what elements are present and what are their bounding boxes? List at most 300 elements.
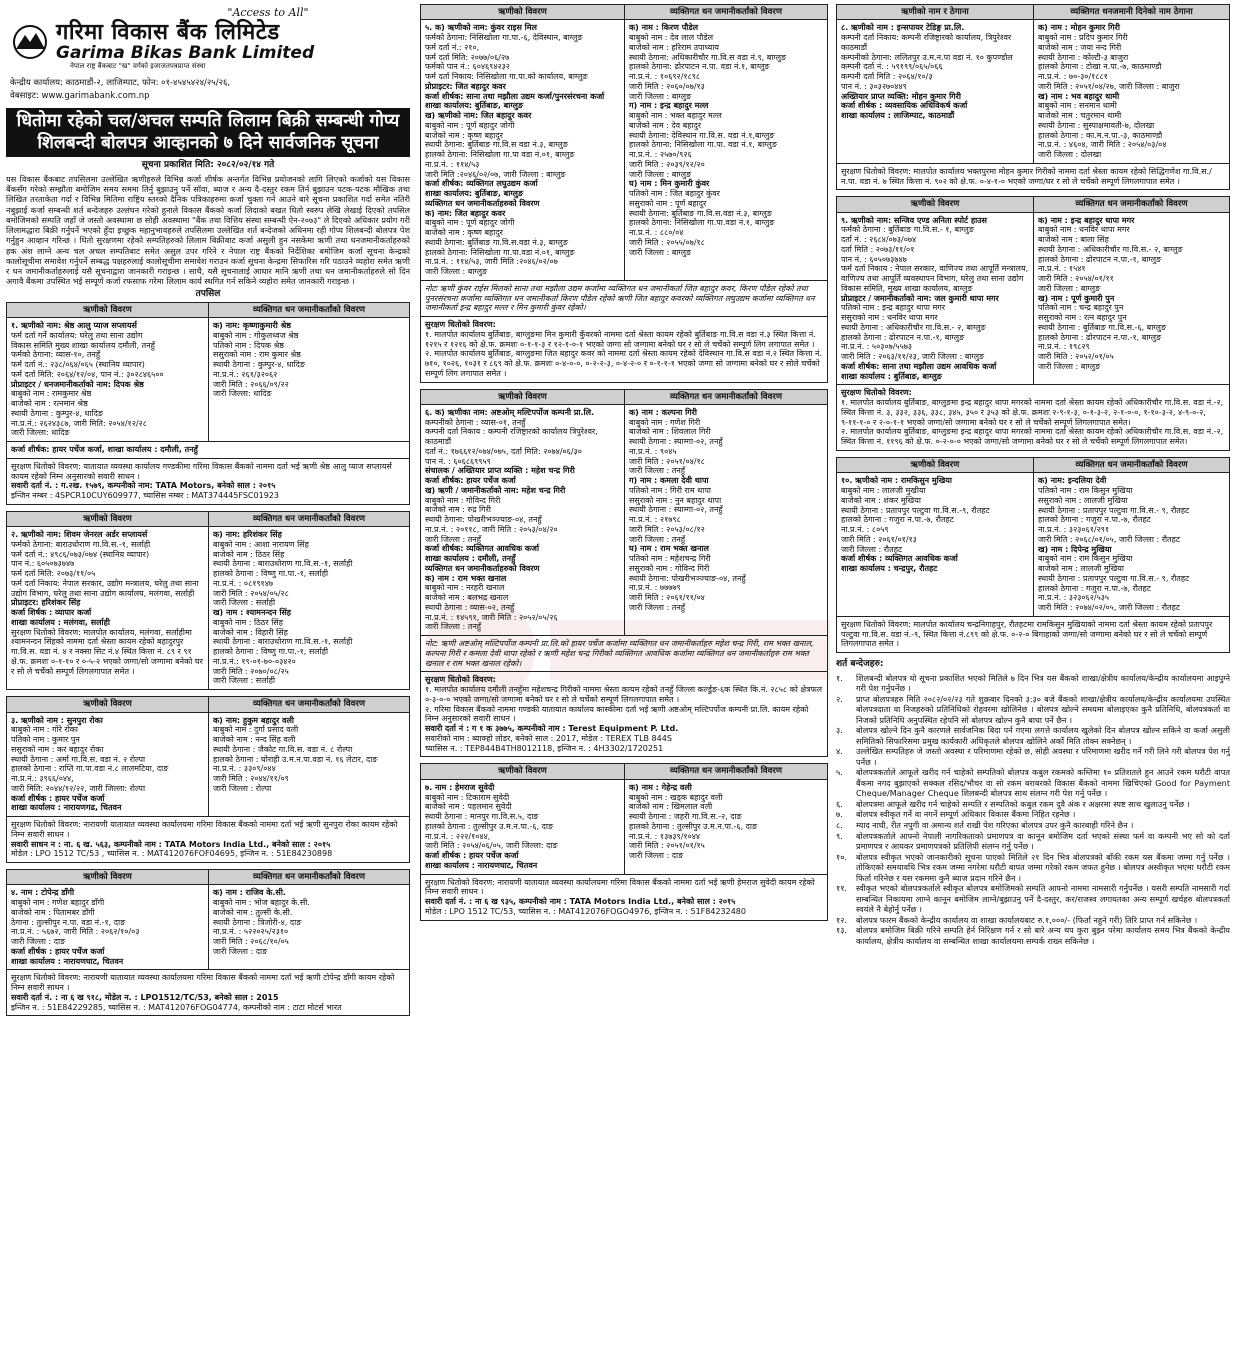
guarantor-line: बाजेको नाम : लालजी मुखिया — [1038, 564, 1124, 574]
borrower-line: शाखा कार्यालय : नारायणघाट, चितवन — [425, 860, 538, 870]
condition-text: उल्लेखित सम्पतिहरु जे जस्तो अवस्था र परिमाणमा रहेको छ, सोही अवस्था र परिमाणमा खरीद गर्ने गरी लिने गरी बोलपत्र पेश गर्नु पर्नेछ । — [856, 746, 1230, 767]
borrower-line: फर्म दर्ता नं.: २३८/०६४/०६५ (स्थानिय व्यापार) — [11, 360, 145, 370]
guarantor-line: स्थायी ठेगाना: अधिकारीचौर गा.वि.स वडा नं.९, बाग्लुङ — [629, 52, 787, 62]
guarantor-line: ना.प्र.नं.: १९-०१-७०-०३४२० — [213, 656, 296, 666]
condition-text: बोलपत्र स्वीकृत गर्ने वा नगर्ने सम्पूर्ण अधिकार विकास बैंकमा निहित रहनेछ । — [856, 809, 1076, 820]
guarantor-line: जारी जिल्ला : बाग्लुङ — [1038, 283, 1101, 293]
guarantor-line: हालको ठेगाना : विष्णु गा.पा.-१, सर्लाही — [213, 569, 329, 579]
conditions-section — [836, 659, 1230, 946]
column-header: ऋणीको विवरण — [7, 870, 208, 885]
borrower-line: कम्पनीको ठेगाना: ललितपुर उ.म.न.पा वडा नं. १० कुपण्डोल — [841, 52, 1013, 62]
borrower-line: ठेगाना : तुल्सीपुर न.पा. वडा नं.-१, दाङ — [11, 917, 126, 927]
borrower-line: जारी मिति :२०४६/०२/०७, जारी जिल्ला : बाग्लुङ — [425, 169, 566, 179]
borrower-line: ३. ऋणीको नाम : सुनपुरा रोका — [11, 715, 103, 725]
guarantor-line: स्थायी ठेगाना: पोखरीभञ्ज्याङ-०४, तनहुँ — [629, 573, 746, 583]
borrower-line: स्थायी ठेगाना : अर्मा गा.वि.स. वडा नं. २ रोल्पा — [11, 754, 146, 764]
guarantor-line: बाजेको नाम : नन्द सिंह वली — [213, 735, 296, 745]
borrower-line: ना.प्र.नं. : ५६७२, जारी मिति : २०६२/१०/०३ — [11, 927, 140, 937]
guarantor-line: जारी जिल्ला : सर्लाही — [213, 676, 276, 686]
guarantor-line: ना.प्र.नं. : १०६९२/१८९८ — [629, 72, 701, 82]
column-header: ऋणीको विवरण — [421, 390, 624, 405]
borrower-box — [420, 389, 828, 758]
borrower-line: क) नाम: जित बहादुर कवर — [425, 208, 506, 218]
guarantor-line: जारी जिल्ला : तनहुँ — [629, 534, 686, 544]
borrower-line: कर्जा शिर्षक : व्यापार कर्जा — [11, 608, 92, 618]
borrower-line: जारी मिति: २०४४/१२/२२, जारी जिल्ला: रोल्पा — [11, 783, 146, 793]
guarantor-line: क) नाम: कृष्णाकुमारी श्रेष्ठ — [213, 321, 291, 331]
condition-item — [836, 820, 1230, 831]
guarantor-line: स्थायी ठेगाना : बुर्तिबाङ गा.वि.स.-६, बाग्लुङ — [1038, 322, 1167, 332]
borrower-line: बाजेको नाम : रत्नमान श्रेष्ठ — [11, 399, 88, 409]
borrower-line: कर्जा शीर्षक: हायर पर्चेज कर्जा — [425, 476, 516, 486]
guarantor-line: पतिको नाम : गिरी राम थापा — [629, 485, 711, 495]
column-header: व्यक्तिगत धनजमानी दिनेको नाम ठेगाना — [1033, 5, 1229, 20]
borrower-line: ख) ऋणी / जमानीकर्ताको नाम: महेश चन्द्र गिरी — [425, 485, 566, 495]
borrower-line: बाबुको नाम : टिकाराम सुवेदी — [425, 792, 510, 802]
headline: धितोमा रहेको चल/अचल सम्पति लिलाम बिक्री सम्बन्धी गोप्य शिलबन्दी बोलपत्र आव्हानको ७ दिने सार्वजनिक सूचना — [6, 108, 410, 157]
guarantor-line: बाजेको नाम : बाला सिंह — [1038, 235, 1109, 245]
guarantor-line: जारी जिल्ला : तनहुँ — [629, 602, 686, 612]
guarantor-line: हालको ठेगाना : ढोरपाटन न.पा.-१, बाग्लुङ — [1038, 254, 1162, 264]
condition-item — [836, 767, 1230, 799]
guarantor-line: ख) नाम : पूर्ण कुमारी पुन — [1038, 293, 1115, 303]
guarantor-line: स्थायी ठेगाना: बुर्तिबाङ गा.वि.स.वडा नं.३, बाग्लुङ — [629, 208, 772, 218]
note-section — [421, 280, 827, 316]
condition-text: बोलपत्रमा आफूले खरीद गर्न चाहेको सम्पति र सम्पतिको कबुल रकम दुवै अंक र अक्षरमा स्पष्ट साथ खुलाउनु पर्नेछ । — [856, 798, 1190, 809]
guarantor-line: बाबुको नाम : राम किसुन मुखिया — [1038, 554, 1133, 564]
borrower-line: कर्जा शीर्षक: साना तथा मझौला उद्यम आवधिक कर्जा — [841, 361, 997, 371]
guarantor-line: ना.प्र.नं. : ३२३०६१/२९१ — [1038, 525, 1110, 535]
guarantor-line: क) नाम : कल्पना गिरी — [629, 407, 697, 417]
borrower-line: फर्म दर्ता नं.: २१०, — [425, 42, 480, 52]
borrower-line: विकास समिति मुख्य शाखा कार्यालय दमौली, तनहुँ — [11, 340, 155, 350]
guarantor-line: ससुराको नाम : राम कुमार श्रेष्ठ — [213, 350, 301, 360]
condition-number: ४. — [836, 746, 843, 757]
security-line: इन्जिन नम्बर : 4SPCR10CUY609977, च्यासिस नम्बर : MAT374445FSC01923 — [11, 491, 279, 501]
condition-item — [836, 725, 1230, 746]
security-section — [837, 616, 1229, 652]
borrower-details — [421, 405, 624, 635]
security-line: २. मालपोत कार्यालय बुर्तिबाङ, बाग्लुङमा जित बहादुर कवर को नाममा दर्ता श्रेस्ता कायम रहेको देविस्थान गा.वि.स वडा नं.२ स्थित कित्ता नं. ७१०, १०२६, १०३१ र ८६९ को क्षे.फ. क्रमशः ०-४-०-०, ०-२-२-३, ०-४-२-० र ०-१-१-१ भएको जग्गा सो जग्गामा बनेको घर र सोले चर्चेको सम्पूर्ण लिग लगापात समेत । — [425, 349, 825, 378]
borrower-line: फर्म दर्ता गर्ने कार्यालय: घरेलु तथा साना उद्योग — [11, 330, 143, 340]
borrower-line: फर्म दर्ता मिति: २०७७/०६/२७ — [425, 52, 510, 62]
guarantor-line: बाबुको नाम : भोज बहादुर के.सी. — [213, 898, 310, 908]
borrower-line: जारी मिति : २०६३/११/२३, जारी जिल्ला : बाग्लुङ — [841, 352, 985, 362]
column-header: व्यक्तिगत धन जमानीकर्तांको विवरण — [1033, 458, 1229, 473]
guarantor-line: ना.प्र.नं. : ५२२०२५/२३१० — [213, 927, 289, 937]
guarantor-line: हालको ठेगाना: ढोरपाटन न.पा. वडा नं.१, बाग्लुङ — [629, 62, 770, 72]
guarantor-line: जारी मिति : २०६८/१०/०५ — [213, 937, 289, 947]
guarantor-line: क) नाम: हुकुम बहादुर वली — [213, 715, 294, 725]
guarantor-line: ग) नाम : इन्द्र बहादुर मल्ल — [629, 101, 709, 111]
security-line: सुरक्षण धितोको विवरण: नारायणी यातायात व्यवस्था कार्यालयमा गरिमा विकास बैंकको नाममा दर्ता भई ऋणी हेमराज सुवेदी कायम रहेको निम्न सवारी साधन । — [425, 877, 818, 897]
borrower-line: दर्ता नं. : २६८४/०७३/०७४ — [841, 235, 917, 245]
security-line: मोडेल : LPO 1512 TC/53, च्यासिस न. : MAT412076FOGO4976, इन्जिन न. : 51F84232480 — [425, 906, 746, 916]
bank-name-nepali: गरिमा विकास बैंक लिमिटेड — [56, 20, 280, 46]
borrower-line: प्रोप्राइटर: जित बहादुर कवर — [425, 81, 506, 91]
borrower-line: कर्जा शीर्षक : व्यक्तिगत आवधिक कर्जा — [841, 554, 958, 564]
borrower-line: फर्म दर्ता नं.: ४९८६/०७३/०७४ (स्थानिय व्यापार) — [11, 549, 150, 559]
borrower-line: बाजेको नाम : रुद्र गिरी — [425, 505, 491, 515]
guarantor-line: जारी मिति : २०५२/०१/०५ — [1038, 352, 1114, 362]
borrower-line: शाखा कार्यालय : नारायणघाट, चितवन — [11, 956, 124, 966]
security-line: सुरक्षण धितोको विवरण: नारायणी यातायात व्यवस्था कार्यालयमा गरिमा विकास बैंकको नाममा दर्ता भई ऋणी सुनपुरा रोका कायम रहेको निम्न सवारी साधन । — [11, 820, 401, 839]
borrower-line: ना.प्र.नं. : ११४/५३, जारी मिति :२०४६/०२/०७ — [425, 257, 558, 267]
borrower-line: बाबुको नाम : नरहरी खनाल — [425, 583, 505, 593]
borrower-line: हालको ठेगाना : राप्ति गा.पा.वडा नं.८ लालमटिया, दाङ — [11, 764, 169, 774]
guarantor-line: ना.प्र.नं. : ३२३०६२/५३५ — [1038, 593, 1110, 603]
security-line: १. मालपोत कार्यालय बुर्तिबाङ, बाग्लुङमा इन्द्र बहादुर थापा मगरको नाममा दर्ता श्रेस्ता कायम रहेको अधिकारीचौर गा.वि.स. वडा नं.-२, स्थित कित्ता नं. ३, ३३२, ३३६, ३३८, ३४५, ३५० र ३५३ को क्षे.फ. क्रमशः २-९-१-३, ०-१-३-२, २-१-०-०, १-१०-३-२, ४-९-०-२, ९-११-१-० र २-०-१-१ भएको जग्गा/सो जग्गामा बनेको घर र सो ले चर्चेको सम्पूर्ण लिगलगापात समेत। — [841, 398, 1226, 427]
borrower-box — [6, 869, 410, 1016]
borrower-box — [836, 4, 1230, 190]
guarantor-line: जारी मिति : २०६१/११/०४ — [629, 593, 705, 603]
borrower-details — [837, 473, 1033, 616]
guarantor-line: ना.प्र.नं.: २६१/३२०६२ — [213, 369, 278, 379]
guarantor-line: ग) नाम : कमला देवी थापा — [629, 476, 709, 486]
borrower-line: कर्जा शीर्षक : हायर पर्चेज कर्जा — [425, 851, 519, 861]
column-header: व्यक्तिगत धन जमानीकर्तांको विवरण — [208, 512, 409, 527]
borrower-box — [6, 696, 410, 863]
borrower-line: हालको ठेगाना : गजुरा न.पा.-७, रौतहट — [841, 515, 954, 525]
condition-number: १२. — [836, 914, 847, 925]
guarantor-line: क) नाम: हरिशंकर सिंह — [213, 530, 282, 540]
condition-item — [836, 925, 1230, 946]
borrower-line: बाजेको नाम : बलभद्र खनाल — [425, 593, 509, 603]
guarantor-line: क) नाम: इन्दलिया देवी — [1038, 476, 1107, 486]
security-line: सुरक्षण धितोको विवरण: नारायणी यातायात व्यवस्था कार्यालयमा गरिमा विकास बैंकको नाममा दर्ता भई ऋणी टोपेन्द्र डाँगी कायम रहेको निम्न सवारी साधन । — [11, 973, 398, 993]
guarantor-details — [1033, 20, 1229, 163]
guarantor-line: हालको ठेगाना: निसिखोला गा.पा. वडा नं.१, बाग्लुङ — [629, 140, 777, 150]
guarantor-line: ससुराको नाम : नुन बहादुर थापा — [629, 495, 722, 505]
guarantor-details — [624, 20, 827, 280]
borrower-line: फर्मको ठेगाना: निसिखोला गा.पा.-६, देविस्थान, बाग्लुङ — [425, 33, 583, 43]
guarantor-line: ना.प्र.नं. : २५७०/९२६ — [629, 150, 692, 160]
guarantor-line: बाबुको नाम : आशा नारायण सिंह — [213, 539, 309, 549]
security-line: सवारी साधन न : ना. ६ ख. ५६३, कम्पनीको नाम : TATA Motors India Ltd., बनेको साल : २०१५ — [11, 839, 331, 849]
borrower-line: प्रोप्राइटर / धनजमानीकर्ताको नाम: दिपक श्रेष्ठ — [11, 379, 144, 389]
column-header: ऋणीको नाम र ठेगाना — [837, 5, 1033, 20]
borrower-line: स्थायी ठेगाना : अधिकारीचौर गा.वि.स.- २, बाग्लुङ — [841, 322, 986, 332]
borrower-details — [421, 780, 624, 874]
guarantor-line: ना.प्र.नं. : ३३०९/०४४ — [213, 764, 276, 774]
borrower-line: जारी मिति : २०५४/०६/०५, जारी जिल्ला: दाङ — [425, 841, 558, 851]
tagline: "Access to All" — [227, 6, 309, 19]
borrower-line: पतिको नाम : कुमार पुन — [11, 735, 80, 745]
security-section — [7, 816, 409, 862]
borrower-box — [836, 457, 1230, 653]
security-line: सवारी दर्ता नं : ग १ क ३७७५, कम्पनीको नाम : Terest Equipment P. Ltd. — [425, 724, 679, 734]
guarantor-line: स्थायी ठेगाना : कोल्टी-३ बाजुरा — [1038, 52, 1129, 62]
guarantor-line: जारी जिल्ला : सर्लाही — [213, 598, 276, 608]
security-section — [421, 671, 827, 756]
guarantor-line: बाबुको नाम : सनमान थामी — [1038, 101, 1117, 111]
guarantor-details — [624, 405, 827, 635]
borrower-line: प्रोप्राइटर: हरिशंकर सिंह — [11, 598, 81, 608]
bank-name-english: Garima Bikas Bank Limited — [56, 42, 315, 63]
borrower-line: हालको ठेगाना: निसिखोला गा.पा वडा नं.०१, बाग्लुङ — [425, 150, 575, 160]
guarantor-line: हालको ठेगाना: निसिखोला गा.पा.वडा नं.१, बाग्लुङ — [629, 218, 775, 228]
guarantor-line: स्थायी ठेगाना : त्रिजोरी-४, दाङ — [213, 917, 302, 927]
guarantor-line: बाजेको नाम : खिमलाल वली — [629, 802, 713, 812]
guarantor-line: घ) नाम : राम भक्त खनाल — [629, 544, 709, 554]
guarantor-line: बाजेको नाम : तुल्सी के.सी. — [213, 907, 293, 917]
guarantor-line: बाबुको नाम : भक्त बहादुर मल्ल — [629, 111, 722, 121]
borrower-line: ना.प्र.नं. : ५०३०७/५५७३ — [841, 342, 913, 352]
guarantor-line: बाजेको नाम : विहारी सिंह — [213, 627, 288, 637]
borrower-box — [6, 511, 410, 690]
guarantor-line: बाबुको नाम : गोकुलध्वज श्रेष्ठ — [213, 330, 299, 340]
guarantor-line: ना.प्र.नं. : २१७९८ — [629, 515, 681, 525]
security-section — [421, 874, 827, 920]
condition-text: बोलपत्र खोल्ने दिन कुनै कारणले सार्वजनिक बिदा पर्न गएमा लगत्ते कार्यालय खुलेको दिन बोलपत्र खोल्न सकिने वा कर्जा असुली समितिको सिफारिसमा प्रमुख कार्यकारी अधिकृतले बोलपत्र खोलिने अर्को मिति तोक्न सक्नेछन् । — [856, 725, 1230, 746]
guarantor-line: पतिको नाम : दिपक श्रेष्ठ — [213, 340, 284, 350]
guarantor-line: जारी मिति : २०५१/०४/२७, जारी जिल्ला : बाजुरा — [1038, 81, 1180, 91]
borrower-details — [837, 213, 1033, 385]
borrower-details — [7, 713, 208, 817]
guarantor-line: बाबुको नाम : गणेश गिरी — [629, 417, 701, 427]
guarantor-line: ना.प्र.नं. : ०८१९१४७ — [213, 578, 274, 588]
column-middle — [420, 4, 828, 927]
borrower-line: जारी जिल्ला : रौतहट — [841, 544, 902, 554]
guarantor-line: जारी मिति : २०५५/०७/१८ — [629, 237, 705, 247]
guarantor-line: स्थायी ठेगाना : प्रतापपुर पल्टुवा गा.वि.स.- ९, रौतहट — [1038, 573, 1190, 583]
condition-item — [836, 831, 1230, 852]
guarantor-line: जारी मिति : २०४४/११/०९ — [213, 774, 289, 784]
borrower-line: जारी जिल्ला : तनहुँ — [425, 622, 482, 632]
guarantor-line: जारी जिल्ला : बाग्लुङ — [629, 247, 692, 257]
guarantor-line: क) नाम : किरण पौडेल — [629, 23, 699, 33]
guarantor-line: ना.प्र.नं. : १९८२९ — [1038, 342, 1090, 352]
borrower-line: स्थायी ठेगाना: पोखरीभञ्ज्याङ-०४, तनहुँ — [425, 515, 542, 525]
guarantor-line: पतिको नाम : राम किसुन मुखिया — [1038, 486, 1133, 496]
security-line: च्यासिस न. : TEP844B4TH8012118, इन्जिन न. : 4H3302/1720251 — [425, 743, 664, 753]
borrower-line: क) नाम : राम भक्त खनाल — [425, 573, 507, 583]
column-header: व्यक्तिगत धन जमानीकर्तांको विवरण — [208, 870, 409, 885]
borrower-line: जारी जिल्ला : बाग्लुङ — [425, 267, 488, 277]
borrower-line: जारी मिति : २०६१/०१/१३ — [841, 534, 917, 544]
borrower-line: व्यक्तिगत धन जमानीकर्ताहरुको विवरण — [425, 563, 540, 573]
column-header: व्यक्तिगत धन जमानीकर्तांको विवरण — [208, 697, 409, 712]
borrower-line: १. ऋणीको नाम: श्रेष्ठ आलु प्याज सप्लायर्स — [11, 321, 137, 331]
security-line: मोडेल : LPO 1512 TC/53 , च्यासिस न. : MAT412076FOF04695, इन्जिन न. : 51E84230898 — [11, 849, 333, 859]
guarantor-line: जारी मिति : २०६६/०९/२२ — [213, 379, 289, 389]
borrower-line: बाबुको नाम : गोविन्द गिरी — [425, 495, 501, 505]
borrower-line: पतिको नाम : इन्द्र बहादुर थापा मगर — [841, 303, 946, 313]
borrower-line: २. ऋणीको नाम: शिवम जेनरल अर्डर सप्लायर्स — [11, 530, 148, 540]
borrower-box — [836, 196, 1230, 451]
condition-text: बोलपत्र फारम बैंकको केन्द्रीय कार्यालय वा शाखा कार्यालयबाट रु.१,०००/- (फिर्ता नहुने गरी) तिरि प्राप्त गर्न सकिनेछ । — [856, 914, 1198, 925]
column-header: ऋणीको विवरण — [837, 458, 1033, 473]
column-header: ऋणीको विवरण — [421, 5, 624, 20]
borrower-line: बाबुको नाम : गणेश बहादुर डाँगी — [11, 898, 105, 908]
borrower-line: स्थायी ठेगाना : व्यास-०२, तनहुँ — [425, 602, 515, 612]
guarantor-line: क) नाम : गेहेन्द्र वली — [629, 782, 692, 792]
borrower-line: फर्मको पान नं.: ६०४६९४२३२ — [425, 62, 510, 72]
borrower-line: जारी जिल्ला : तनहुँ — [425, 534, 482, 544]
borrower-line: बाजेको नाम : शंकर मुखिया — [841, 495, 921, 505]
guarantor-line: हालको ठेगाना : टोखा न.पा.-७, काठमाण्डौ — [1038, 62, 1162, 72]
condition-number: ८. — [836, 819, 843, 830]
guarantor-line: बाबुको नाम : प्रदिप कुमार गिरी — [1038, 33, 1128, 43]
guarantor-line: बाजेको नाम : चतुरमान थामी — [1038, 111, 1122, 121]
guarantor-line: ना.प्र.नं. : ४६०४, जारी मिति : २०५४/०३/०४ — [1038, 140, 1167, 150]
guarantor-line: स्थायी ठेगाना : जैकोट गा.वि.स. वडा नं. ८ रोल्पा — [213, 744, 353, 754]
guarantor-line: ना.प्र.नं. : ७७७७९ — [629, 583, 681, 593]
security-line: सवारी दर्ता नं. : ग.२ख. १५७९, कम्पनीको नाम: TATA Motors, बनेको साल : २०१५ — [11, 481, 276, 491]
condition-number: २. — [836, 693, 843, 704]
borrower-line: कम्पनी दर्ता निकाय: कम्पनी रजिष्ट्रारको कार्यालय, त्रिपुरेश्वर काठमाडौं — [841, 33, 1014, 52]
condition-number: १०. — [836, 851, 847, 862]
guarantor-line: हालको ठेगाना : का.म.न.पा.-३, काठमाण्डौ — [1038, 130, 1163, 140]
column-header: ऋणीको विवरण — [7, 697, 208, 712]
guarantor-line: क) नाम : मोहन कुमार गिरी — [1038, 23, 1120, 33]
security-line: सवारीको नाम : ब्याक्हो लोडर, बनेको साल : 2017, मोडेल : TEREX TLB 844S — [425, 733, 672, 743]
borrower-line: बाजेको नाम : कृष्ण बहादुर — [425, 130, 503, 140]
security-line: सुरक्षण धितोको विवरण: — [425, 320, 496, 330]
borrower-line: कर्जा शीर्षक : व्यवसायिक अधिविकर्ष कर्जा — [841, 101, 968, 111]
borrower-line: शाखा कार्यालय : दमौली, तनहुँ — [425, 554, 516, 564]
guarantor-line: जारी जिल्ला : दोलखा — [1038, 150, 1102, 160]
borrower-line: ससुराको नाम : कर बहादुर रोका — [11, 744, 104, 754]
guarantor-line: जारी जिल्ला : दाङ — [629, 851, 684, 861]
borrower-line: ७. नाम : हेमराज सुवेदी — [425, 782, 495, 792]
guarantor-line: हालको ठेगाना : ढोरपाटन न.पा.-१, बाग्लुङ — [1038, 332, 1162, 342]
guarantor-line: बाजेको नाम : जया नन्द गिरी — [1038, 42, 1122, 52]
conditions-title: शर्त बन्देजहरु: — [836, 659, 884, 670]
borrower-details — [7, 318, 208, 441]
borrower-line: हालको ठेगाना : ढोरपाटन न.पा.-१, बाग्लुङ — [841, 332, 965, 342]
borrower-line: पान नं. : ३०३२७०४४९ — [841, 81, 907, 91]
guarantor-details — [1033, 213, 1229, 385]
guarantor-line: जारी मिति : २०६८/०१/०५, जारी जिल्ला : रौतहट — [1038, 534, 1180, 544]
condition-item — [836, 809, 1230, 820]
guarantor-details — [208, 713, 409, 817]
borrower-line: स्थायी ठेगाना: बुर्तिबाङ गा.वि.स.वडा नं.३, बाग्लुङ — [425, 237, 568, 247]
borrower-line: दर्ता मिति : २०७३/११/०१ — [841, 244, 915, 254]
borrower-line: ना.प्र.नं. : २०११८, जारी मिति : २०५३/०४/२० — [425, 524, 558, 534]
guarantor-line: जारी मिति : २०६०/०७/१३ — [629, 81, 705, 91]
guarantor-details — [208, 318, 409, 441]
guarantor-line: जारी मिति : २०५४/०१/११ — [1038, 274, 1114, 284]
borrower-line: कम्पनी दर्ता नं. : ५९१९९/०६५/०६६ — [841, 62, 943, 72]
borrower-line: फर्म दर्ता निकाय: निसिखोला गा.पा.को कार्यालय, बाग्लुङ — [425, 72, 588, 82]
borrower-line: ५. क) ऋणीको नाम: कुंवर राइस मिल — [425, 23, 537, 33]
guarantor-line: घ) नाम : मिन कुमारी कुंवर — [629, 179, 710, 189]
guarantor-line: क) नाम : इन्द्र बहादुर थापा मगर — [1038, 215, 1135, 225]
borrower-line: ना.प्र.नं. : ८०५९ — [841, 525, 889, 535]
borrower-line: शाखा कार्यालय : नारायणगढ, चितवन — [11, 803, 122, 813]
security-line: सुरक्षण धितोको विवरण: मालपोत कार्यालय भक्तपुरमा मोहन कुमार गिरीको नाममा दर्ता श्रेस्ता कायम रहेको सिद्धिगणेश गा.वि.स./न.पा. वडा नं. ७ स्थित कित्ता नं. ९०२ को क्षे.फ. ०-४-१-० भएको जग्गा/घर र सो ले चर्चेको सम्पूर्ण लिगलगापात समेत । — [841, 166, 1212, 186]
borrower-line: फर्म दर्ता मिति: २०७३/११/०५ — [11, 569, 96, 579]
column-header: व्यक्तिगत धन जमानीकर्तांको विवरण — [624, 5, 827, 20]
guarantor-line: जारी जिल्ला : बाग्लुङ — [629, 169, 692, 179]
security-line: २. मालपोत कार्यालय बुर्तिबाङ, बाग्लुङमा इन्द्र बहादुर थापा मगरको नाममा दर्ता श्रेस्ता कायम रहेको अधिकारीचौर गा.वि.स. वडा नं.-२, स्थित कित्ता नं. ११९६ को क्षे.फ. ०-२-०-० भएको जग्गा/सो जग्गामा बनेको घर र सो ले चर्चेको सम्पूर्ण लिगलगापात समेत। — [841, 427, 1226, 447]
guarantor-line: ख) नाम : दिपेन्द्र मुखिया — [1038, 544, 1112, 554]
borrower-line: स्थायी ठेगाना : कुम्पुर-४, धादिङ — [11, 408, 103, 418]
full-line: कर्जा शीर्षक: हायर पर्चेज कर्जा, शाखा कार्यालय : दमौली, तनहुँ — [11, 445, 198, 455]
guarantor-line: ससुराको नाम : पूर्ण बहादुर — [629, 198, 707, 208]
column-header: व्यक्तिगत धन जमानीकर्तांको विवरण — [1033, 197, 1229, 212]
borrower-line: जारी जिल्ला: धादिङ — [11, 428, 70, 438]
guarantor-line: जारी जिल्ला : बाग्लुङ — [629, 91, 692, 101]
guarantor-line: जारी मिति : २०५१/०४/१८ — [629, 456, 705, 466]
guarantor-line: स्थायी ठेगाना : सुस्पाक्षमावती-७, दोलखा — [1038, 120, 1155, 130]
condition-text: बोलपत्र बमोजिम बिक्री गरिने सम्पति हेर्न निरिक्षण गर्न र सो बारे अन्य थप कुरा बुझ्न परेमा कार्यालय समय भित्र बैंकको केन्द्रीय कार्यालय, क्षेत्रीय कार्यालय वा सम्बन्धित शाखा कार्यालयमा सम्पर्क राख्न सकिनेछ । — [856, 925, 1230, 946]
borrower-line: अख्तियार प्राप्त व्यक्ति: मोहन कुमार गिरी — [841, 91, 962, 101]
condition-item — [836, 746, 1230, 767]
guarantor-line: हालको ठेगाना : विष्णु गा.पा.-१, सर्लाही — [213, 647, 329, 657]
guarantor-details — [1033, 473, 1229, 616]
guarantor-line: ससुराको नाम : रत्न बहादुर पुन — [1038, 313, 1127, 323]
column-right — [836, 4, 1230, 946]
guarantor-line: बाबुको नाम : देव लाल पौडेल — [629, 33, 714, 43]
borrower-line: शाखा कार्यालय : बुर्तिबाङ, बाग्लुङ — [841, 371, 942, 381]
security-line: सवारी दर्ता नं. : ना ६ ख ९१८, मोडेल न. : LPO1512/TC/53, बनेको साल : 2015 — [11, 992, 279, 1002]
guarantor-line: पतिको नाम : महेशचन्द्र गिरी — [629, 554, 711, 564]
borrower-line: ना.प्र.नं. : ११४/५३ — [425, 159, 480, 169]
guarantor-line: ख) नाम : श्यामनन्दन सिंह — [213, 608, 292, 618]
condition-item — [836, 883, 1230, 915]
security-line: सुरक्षण धितोको विवरण: मालपोत कार्यालय चन्द्रनिगाहपुर, रौतहटमा रामकिसुन मुखियाको नाममा दर्ता श्रेस्ता कायम रहेको प्रतापपुर पल्टुवा गा.वि.स. वडा नं.-९, स्थित कित्ता नं.८९९ को क्षे.फ. ०-२-० बिगाहाको जग्गा/सो जग्गामा बनेको घर र सो ले चर्चेको सम्पूर्ण लिगलगापात समेत । — [841, 619, 1215, 649]
borrower-line: स्थायी ठेगाना : मानपुर गा.वि.स.५, दाङ — [425, 812, 539, 822]
borrower-line: कर्जा शीर्षक : हायर पर्चेज कर्जा — [11, 946, 105, 956]
borrower-line: ससुराको नाम : धनविर थापा मगर — [841, 313, 938, 323]
guarantor-line: जारी जिल्ला : रोल्पा — [213, 783, 272, 793]
guarantor-line: स्थायी ठेगाना : प्रतापपुर पल्टुवा गा.वि.स.- ९, रौतहट — [1038, 505, 1190, 515]
column-header: व्यक्तिगत धन जमानीकर्तांको विवरण — [624, 390, 827, 405]
security-line: १. मालपोत कार्यालय बुर्तिबाङ, बाग्लुङमा मिन कुमारी कुँवरको नाममा दर्ता श्रेस्ता कायम रहेको बुर्तिबाङ गा.वि.स वडा नं.३ स्थित कित्ता नं. १२१५ र १२१६ को क्षे.फ. क्रमशः ०-१-१-३ र १२-१-०-१ भएको जग्गा सो जग्गामा बनेको घर र सो ले चर्चेको सम्पूर्ण लिग लगापात समेत । — [425, 329, 819, 349]
borrower-line: स्थायी ठेगाना : प्रतापपुर पल्टुवा गा.वि.स.-९, रौतहट — [841, 505, 990, 515]
borrower-line: फर्म दर्ता निकाय: नेपाल सरकार, उद्योग मन्त्रालय, घरेलु तथा साना उद्योग विभाग, घरेलु तथा साना उद्योग कार्यालय, मलंगवा, सर्लाही — [11, 578, 202, 598]
condition-number: ७. — [836, 809, 843, 820]
borrower-line: कम्पनी दर्ता मिति : २०६४/१०/३ — [841, 72, 933, 82]
borrower-line: बाबुको नाम : पूर्ण बहादुर जोगी — [425, 218, 515, 228]
security-section — [7, 969, 409, 1015]
borrower-line: कर्जा शीर्षक: साना तथा मझौला उद्यम कर्जा/पुनरसंरचना कर्जा — [425, 91, 605, 101]
publish-date: सूचना प्रकाशित मिति: २०८२/०२/१४ गते — [141, 159, 275, 170]
borrower-details — [837, 20, 1033, 163]
condition-text: बोलपत्र स्वीकृत भएको जानकारीको सूचना पाएको मितिले २१ दिन भित्र बोलपत्रको बाँकी रकम यस बैंकमा जम्मा गर्नु पर्नेछ । तोकिएको समयावधि भित्र रकम जम्मा नगरेमा धरौटी बापत जम्मा गरेको रकम जफत हुनेछ । बोलपत्र अस्वीकृत भएमा धरौटी रकम फिर्ता गरिनेछ र यस रकममा कुनै ब्याज प्रदान गरिने छैन । — [856, 851, 1230, 883]
security-section — [7, 458, 409, 504]
borrower-line: दर्ता नं.: १७६६१२/०७४/०७५, दर्ता मिति: २०७४/०६/३० — [425, 446, 582, 456]
guarantor-line: जारी जिल्ला: धादिङ — [213, 389, 272, 399]
borrower-line: ख) ऋणीको नाम: जित बहादुर कवर — [425, 111, 532, 121]
guarantor-line: बाबुको नाम : दुर्गा प्रसाद वली — [213, 725, 299, 735]
borrower-line: ४. नाम : टोपेन्द्र डाँगी — [11, 888, 75, 898]
security-line: इन्जिन न. : 51E84229285, च्यासिस न. : MAT412076FOG04774, कम्पनीको नाम : टाटा मोटर्स भारत — [11, 1002, 342, 1012]
column-left — [6, 4, 410, 1022]
borrower-line: कर्जा शीर्षक: व्यक्तिगत लघुउद्यम कर्जा — [425, 179, 538, 189]
guarantor-line: बाजेको नाम : ठिठर सिंह — [213, 549, 285, 559]
condition-item — [836, 915, 1230, 926]
details-heading: तपसिल — [195, 288, 221, 299]
borrower-line: स्थायी ठेगाना: बुर्तिबाङ गा.वि.स वडा नं.३, बाग्लुङ — [425, 140, 568, 150]
condition-text: प्राप्त बोलपत्रहरु मिति २०८२/०२/२३ गते शुक्रबार दिनको ३:३० बजे बैंकको शाखा/क्षेत्रीय कार्यालय/केन्द्रीय कार्यालयमा उपस्थित बोलपत्रदाता वा निजहरुको प्रतिनिधिको रोहवरमा खोलिनेछ । बोलपत्र खोल्ने समयमा बोलाइएका कुनै प्रतिनिधि, बोलपत्रकर्ता वा निजको प्रतिनिधि अनुपस्थित रहेपनि सो बोलपत्र खोल्न कुनै बाधा पर्ने छैन । — [856, 693, 1230, 725]
borrower-details — [7, 527, 208, 689]
borrower-line: १०. ऋणीको नाम : रामकिसुन मुखिया — [841, 476, 952, 486]
guarantor-line: स्थायी ठेगाना: देविस्थान गा.वि.स. वडा नं.१,बाग्लुङ — [629, 130, 775, 140]
guarantor-line: स्थायी ठेगाना : बाराउधोराण गा.वि.स.-१, सर्लाही — [213, 637, 353, 647]
security-line: सुरक्षण धितोको विवरण: यातायात व्यवस्था कार्यालय गण्डकीमा गरिमा विकास बैंकको नाममा दर्ता भई ऋणी श्रेष्ठ आलु प्याज सप्लायर्स कायम रहेको निम्न अनुसारको सवारी साधन । — [11, 461, 395, 481]
guarantor-line: क) नाम : राजिव के.सी. — [213, 888, 286, 898]
borrower-line: कम्पनीको ठेगाना : व्यास-०१, तनहुँ — [425, 417, 526, 427]
condition-item — [836, 852, 1230, 884]
guarantor-line: जारी जिल्ला : तनहुँ — [629, 466, 686, 476]
condition-number: ९. — [836, 830, 843, 841]
guarantor-details — [208, 527, 409, 689]
note-line: नोट: ऋणी अष्टओम् मल्टिपर्पोज कम्पनी प्रा.लि.को हायर पर्चेज कर्जामा व्यक्तिगत धन जमानीकर्ताहरु महेश चन्द्र गिरी, राम भक्त खनाल, कल्पना गिरी र कमला देवी थापा रहेको र ऋणी महेश चन्द्र गिरीको व्यक्तिगत आवधिक कर्जामा व्यक्तिगत धन जमानीकर्ताहरु राम भक्त खनाल र राम भक्त खनाल रहेको। — [425, 639, 817, 668]
security-line: सुरक्षण धितोको विवरण: मालपोत कार्यालय, मलंगवा, सर्लाहीमा श्यामनन्दन सिंहको नाममा दर्ता श्रेस्ता कायम रहेको बहादुरपुर गा.वि.स. वडा नं. ४ र नक्सा सिट नं.४ स्थित कित्ता नं. ८९ र ९१ क्षे.फ. क्रमशः ०-१-१० र ०-५-२ भएको जग्गा/सो जग्गामा बनेको घर र सो ले चर्चेको सम्पूर्ण लिगलगापात समेत । — [11, 627, 206, 676]
